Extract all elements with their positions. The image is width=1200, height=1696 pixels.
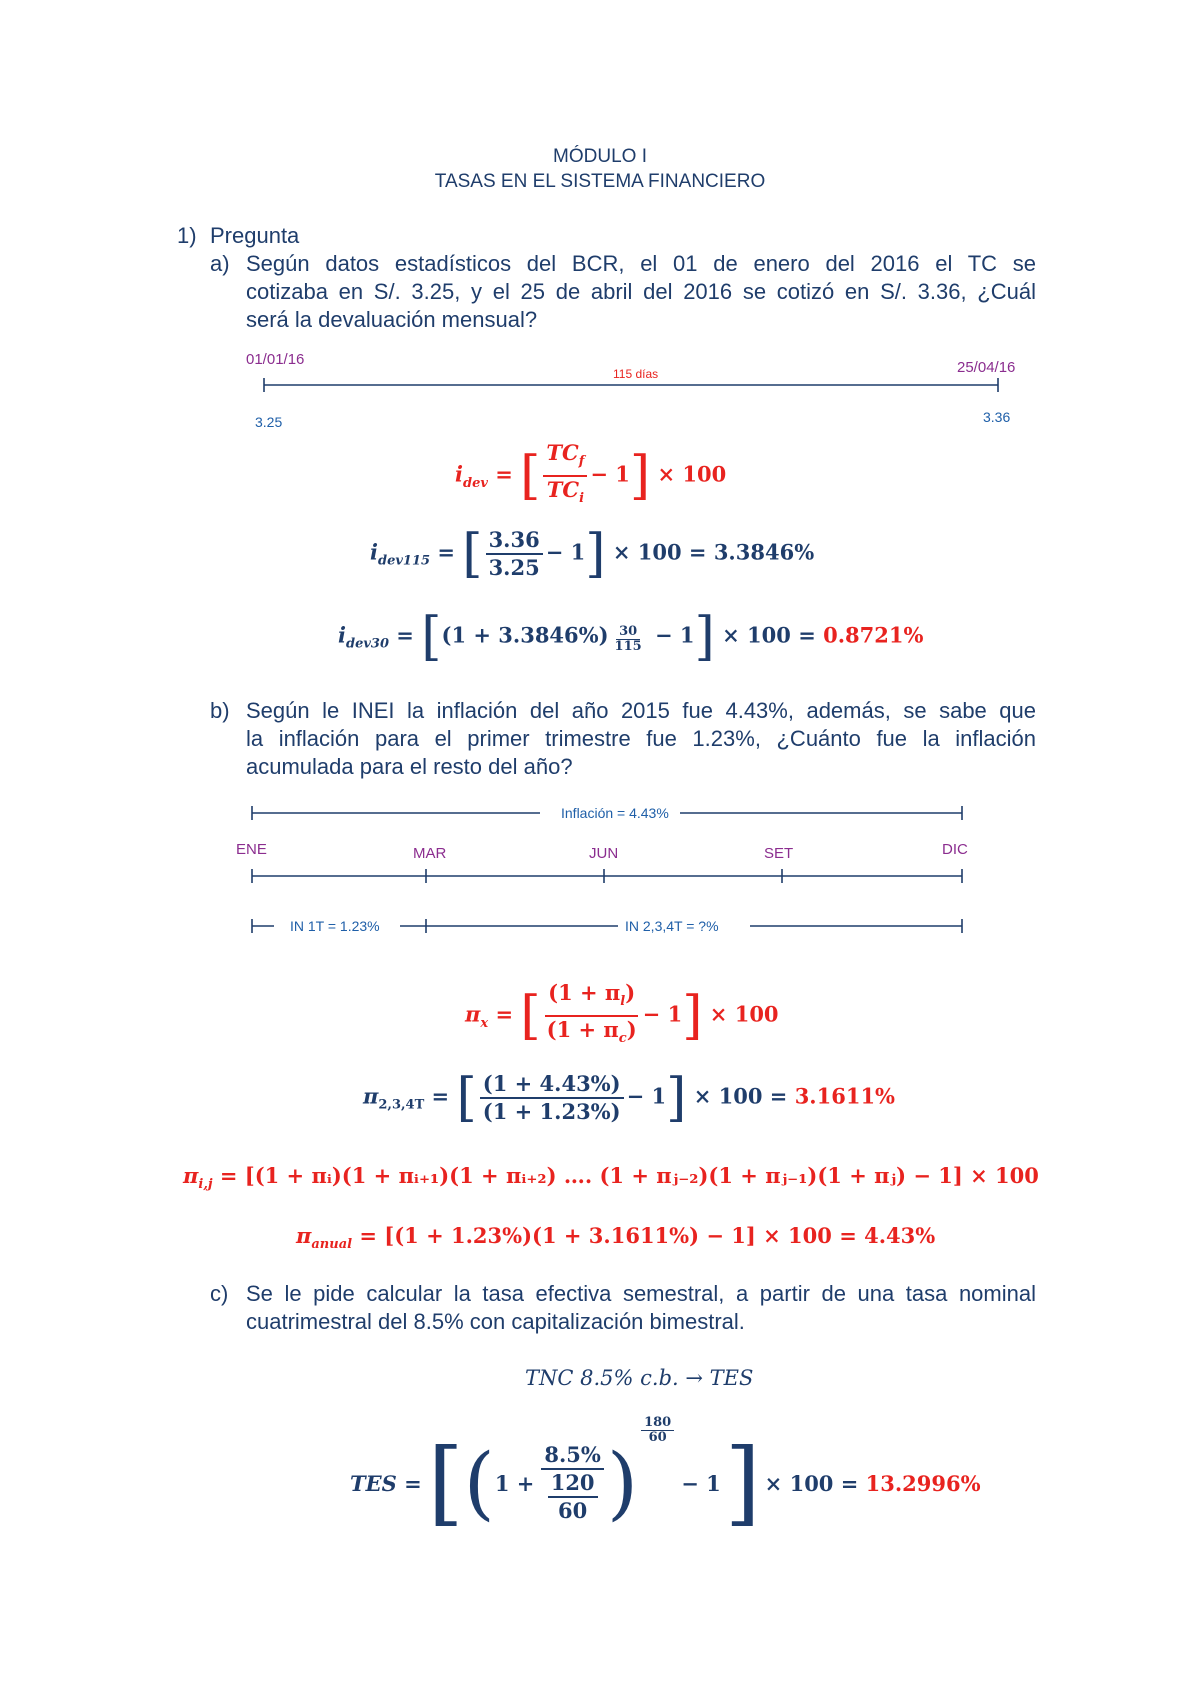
timeline-start-value: 3.25 <box>255 414 283 430</box>
inflation-first-quarter-label: IN 1T = 1.23% <box>290 918 380 934</box>
month-ene: ENE <box>236 841 267 858</box>
document-title: TASAS EN EL SISTEMA FINANCIERO <box>434 171 766 192</box>
timeline-a-line <box>262 377 1002 393</box>
question-number: 1) <box>177 223 197 248</box>
timeline-start-date: 01/01/16 <box>246 351 305 368</box>
formula-devaluation-30: $i_{dev30} = [(1 + 3.3846\%)$ $\frac{30}{115}$ − 1] × 100 = 0.8721% <box>338 607 924 667</box>
inflation-rest-label: IN 2,3,4T = ?% <box>625 918 719 934</box>
result-monthly-devaluation: 0.8721% <box>823 622 924 648</box>
formula-devaluation: $i_{dev}$ = [ $\frac{TC_f}{TC_i}$ − 1] × 100 <box>455 440 727 507</box>
part-c-line-1: Se le pide calcular la tasa efectiva semestral, a partir de una tasa nominal <box>246 1281 1036 1306</box>
formula-inflation-234: $\pi_{2,3,4T}$ = [ $\frac{(1 + 4.43\%)}{(1 + 1.23\%)}$ − 1] × 100 = 3.1611% <box>363 1068 896 1128</box>
timeline-days: 115 días <box>613 367 659 381</box>
month-set: SET <box>764 845 794 862</box>
formula-inflation-general: $\pi_{i,j} = [(1$ + πᵢ)(1 + πᵢ₊₁)(1 + πᵢ₊₂) …. (1 + πⱼ₋₂)(1 + πⱼ₋₁)(1 + πⱼ) − 1] × 100 <box>183 1163 1039 1193</box>
part-a-letter: a) <box>210 251 230 276</box>
month-mar: MAR <box>413 845 447 862</box>
formula-tes: TES = [ ( 1 + $\frac{8.5\%}{\frac{120}{60}}$ ) $\frac{180}{60}$ − 1 ] × 100 = 13.2996% <box>350 1415 981 1536</box>
module-title: MÓDULO I <box>553 146 647 167</box>
formula-inflation-annual: $\pi_{anual} = [(1 + 1.23\%)(1 + 3.1611\%) - 1] \times 100 = 4.43\%$ <box>296 1223 936 1253</box>
part-a-line-3: será la devaluación mensual? <box>246 307 538 332</box>
part-b-line-1: Según le INEI la inflación del año 2015 fue 4.43%, además, se sabe que <box>246 698 1036 723</box>
part-a-line-2: cotizaba en S/. 3.25, y el 25 de abril del 2016 se cotizó en S/. 3.36, ¿Cuál <box>246 279 1036 304</box>
part-b-line-3: acumulada para el resto del año? <box>246 754 573 779</box>
month-jun: JUN <box>589 845 619 862</box>
timeline-b <box>250 806 966 936</box>
formula-inflation-rest: $\pi_x$ = [ $\frac{(1 + \pi_l)}{(1 + \pi_c)}$ − 1] × 100 <box>465 980 779 1047</box>
formula-conversion: TNC 8.5% c.b. → TES <box>525 1366 754 1390</box>
formula-devaluation-115: $i_{dev115}$ = [ $\frac{3.36}{3.25}$ − 1] × 100 = 3.3846% <box>370 524 815 584</box>
result-tes: 13.2996% <box>865 1470 981 1496</box>
timeline-end-date: 25/04/16 <box>957 359 1016 376</box>
part-c-line-2: cuatrimestral del 8.5% con capitalización bimestral. <box>246 1309 745 1334</box>
month-dic: DIC <box>942 841 968 858</box>
result-inflation-rest: 3.1611% <box>794 1083 896 1109</box>
inflation-total-label: Inflación = 4.43% <box>561 805 669 821</box>
question-label: Pregunta <box>210 223 300 248</box>
part-b-line-2: la inflación para el primer trimestre fue 1.23%, ¿Cuánto fue la inflación <box>246 726 1036 751</box>
part-c-letter: c) <box>210 1281 229 1306</box>
part-a-line-1: Según datos estadísticos del BCR, el 01 de enero del 2016 el TC se <box>246 251 1036 276</box>
timeline-end-value: 3.36 <box>983 409 1011 425</box>
part-b-letter: b) <box>210 698 230 723</box>
